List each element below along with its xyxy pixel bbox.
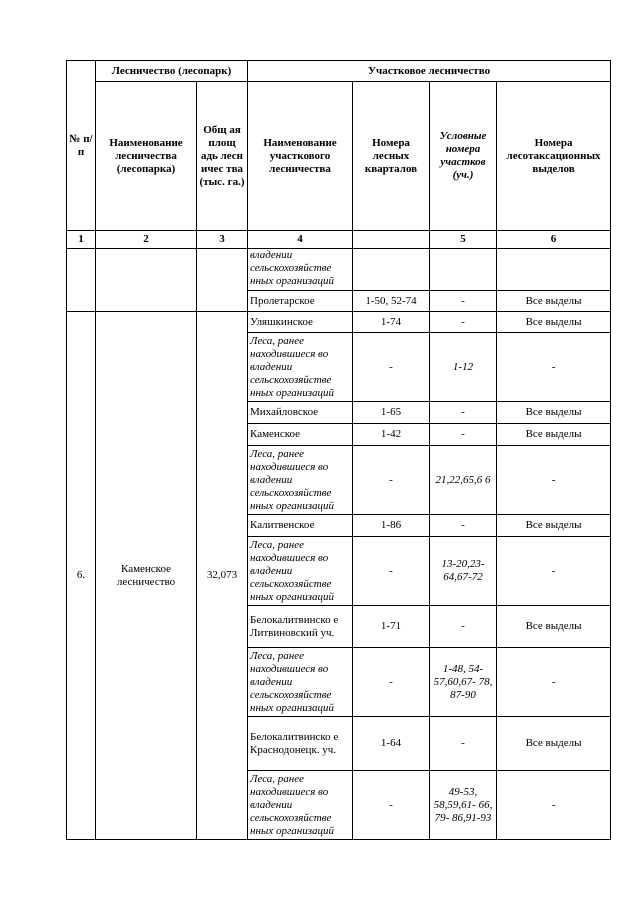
plot-numbers: 1-48, 54- 57,60,67- 78, 87-90 [430,648,497,717]
header-forestry-name: Наименование лесничества (лесопарка) [96,82,197,231]
quarter-numbers: - [353,537,430,606]
quarter-numbers: - [353,446,430,515]
quarter-numbers: - [353,648,430,717]
section-numbers: Все выделы [497,402,611,424]
section-numbers: Все выделы [497,717,611,771]
colnum: 3 [197,231,248,249]
quarter-numbers: 1-86 [353,515,430,537]
section-numbers: Все выделы [497,606,611,648]
colnum: 4 [248,231,353,249]
district-name: Калитвенское [248,515,353,537]
district-name: Белокалитвинско е Краснодонецк. уч. [248,717,353,771]
table-row [67,312,611,333]
table-row [67,249,611,291]
district-name: Белокалитвинско е Литвиновский уч. [248,606,353,648]
section-numbers: Все выделы [497,515,611,537]
quarter-numbers: - [353,333,430,402]
colnum: 6 [497,231,611,249]
district-name: Уляшкинское [248,312,353,333]
header-sections: Номера лесотаксационных выделов [497,82,611,231]
quarter-numbers: - [353,771,430,840]
section-numbers: - [497,333,611,402]
quarter-numbers: 1-71 [353,606,430,648]
plot-numbers: - [430,717,497,771]
colnum: 2 [96,231,197,249]
quarter-numbers: 1-65 [353,402,430,424]
header-area: Общ ая площ адь лесн ичес тва (тыс. га.) [197,82,248,231]
plot-numbers: - [430,606,497,648]
section-numbers: Все выделы [497,424,611,446]
header-district-name: Наименование участкового лесничества [248,82,353,231]
district-note: Леса, ранее находившиеся во владении сельскохозяйстве нных организаций [248,537,353,606]
header-num: № п/п [67,61,96,231]
section-numbers: Все выделы [497,291,611,312]
district-name: Пролетарское [248,291,353,312]
colnum: 5 [430,231,497,249]
plot-numbers: 1-12 [430,333,497,402]
section-numbers: - [497,537,611,606]
district-name: Каменское [248,424,353,446]
header-group-forestry: Лесничество (лесопарк) [96,61,248,82]
district-name: Михайловское [248,402,353,424]
column-number-row [67,231,611,249]
section-numbers: - [497,446,611,515]
district-note: Леса, ранее находившиеся во владении сельскохозяйстве нных организаций [248,446,353,515]
plot-numbers: - [430,291,497,312]
colnum: 1 [67,231,96,249]
district-note: Леса, ранее находившиеся во владении сельскохозяйстве нных организаций [248,771,353,840]
plot-numbers: - [430,402,497,424]
plot-numbers: 21,22,65,6 6 [430,446,497,515]
district-note: Леса, ранее находившиеся во владении сельскохозяйстве нных организаций [248,648,353,717]
header-plots: Условные номера участков (уч.) [430,82,497,231]
header-quarters: Номера лесных кварталов [353,82,430,231]
district-note: владении сельскохозяйстве нных организаций [248,249,353,291]
plot-numbers: - [430,312,497,333]
forestry-name: Каменское лесничество [96,312,197,840]
forestry-area: 32,073 [197,312,248,840]
section-numbers: - [497,771,611,840]
quarter-numbers: 1-74 [353,312,430,333]
plot-numbers: - [430,424,497,446]
quarter-numbers: 1-50, 52-74 [353,291,430,312]
district-note: Леса, ранее находившиеся во владении сельскохозяйстве нных организаций [248,333,353,402]
plot-numbers: 13-20,23- 64,67-72 [430,537,497,606]
header-group-district: Участковое лесничество [248,61,611,82]
forestry-table [66,60,611,840]
section-numbers: - [497,648,611,717]
section-numbers: Все выделы [497,312,611,333]
plot-numbers: - [430,515,497,537]
plot-numbers: 49-53, 58,59,61- 66, 79- 86,91-93 [430,771,497,840]
quarter-numbers: 1-64 [353,717,430,771]
colnum [353,231,430,249]
quarter-numbers: 1-42 [353,424,430,446]
row-number: 6. [67,312,96,840]
